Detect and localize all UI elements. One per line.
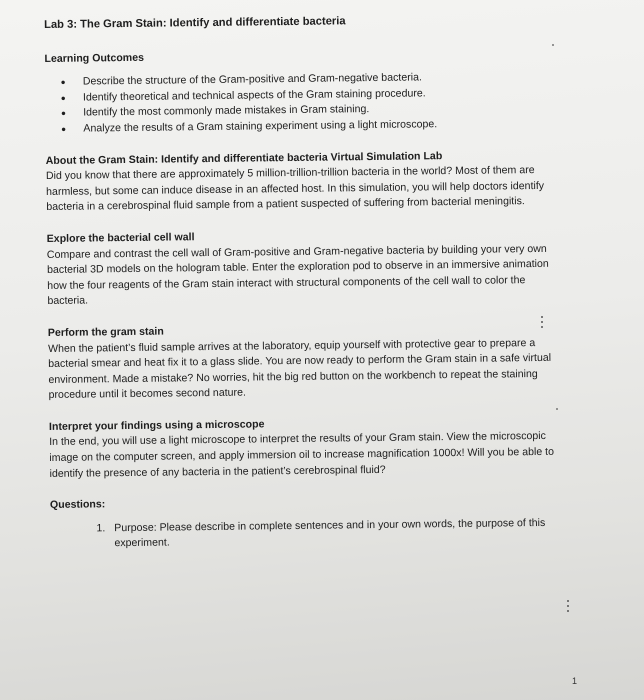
section-heading: Explore the bacterial cell wall xyxy=(46,231,195,245)
learning-outcome-item: • Analyze the results of a Gram staining experiment using a light microscope. xyxy=(83,116,565,137)
section-heading: About the Gram Stain: Identify and differentiate bacteria Virtual Simulation Lab xyxy=(45,149,443,167)
page-number: 1 xyxy=(572,676,578,686)
question-item: 1. Purpose: Please describe in complete sentences and in your own words, the purpose of this experiment. xyxy=(108,515,570,552)
section-about xyxy=(46,147,567,216)
document-content xyxy=(44,12,570,553)
section-body: Compare and contrast the cell wall of Gram-positive and Gram-negative bacteria by building your very own bacterial 3D models on the hologram table. Enter the exploration pod to observe in an immersive animation how the four reagents of the Gram stain interact with structural components of the cell wall to color the bacteria. xyxy=(46,242,549,308)
section-body: Did you know that there are approximately 5 million-trillion-trillion bacteria in the world? Most of them are harmless, but some can induce disease in an affected host. In this simulation, you will help doctors identify bacteria in a cerebrospinal fluid sample from a patient suspected of suffering from bacterial meningitis. xyxy=(45,164,545,214)
section-explore xyxy=(47,226,568,310)
page-title: Lab 3: The Gram Stain: Identify and differentiate bacteria xyxy=(44,15,346,31)
learning-outcome-item: • Identify the most commonly made mistakes in Gram staining. xyxy=(83,100,565,121)
section-interpret xyxy=(49,413,570,482)
section-heading: Interpret your findings using a microscope xyxy=(48,418,265,433)
more-options-icon xyxy=(567,600,570,615)
learning-outcomes-list xyxy=(45,69,566,138)
section-perform xyxy=(48,320,569,404)
section-body: When the patient’s fluid sample arrives at the laboratory, equip yourself with protective gear to prepare a bacterial smear and heat fix it to a glass slide. You are now ready to perform the Gram stain in a safe virtual environment. Made a mistake? No worries, hit the big red button on the workbench to repeat the staining procedure until it becomes second nature. xyxy=(47,336,552,402)
learning-outcome-item: • Describe the structure of the Gram-positive and Gram-negative bacteria. xyxy=(83,69,565,90)
speck xyxy=(552,44,554,46)
section-heading: Perform the gram stain xyxy=(47,325,164,339)
speck xyxy=(556,408,558,410)
questions-list xyxy=(50,515,570,553)
questions-heading: Questions: xyxy=(49,498,106,512)
more-options-icon xyxy=(541,316,544,331)
section-body: In the end, you will use a light microscope to interpret the results of your Gram stain. View the microscopic image on the computer screen, and apply immersion oil to increase magnification 1000x! Will you be able to identify the presence of any bacteria in the patient’s cerebrospinal fluid? xyxy=(49,430,555,480)
learning-outcome-item: • Identify theoretical and technical aspects of the Gram staining procedure. xyxy=(83,84,565,105)
learning-outcomes-heading: Learning Outcomes xyxy=(44,51,145,65)
